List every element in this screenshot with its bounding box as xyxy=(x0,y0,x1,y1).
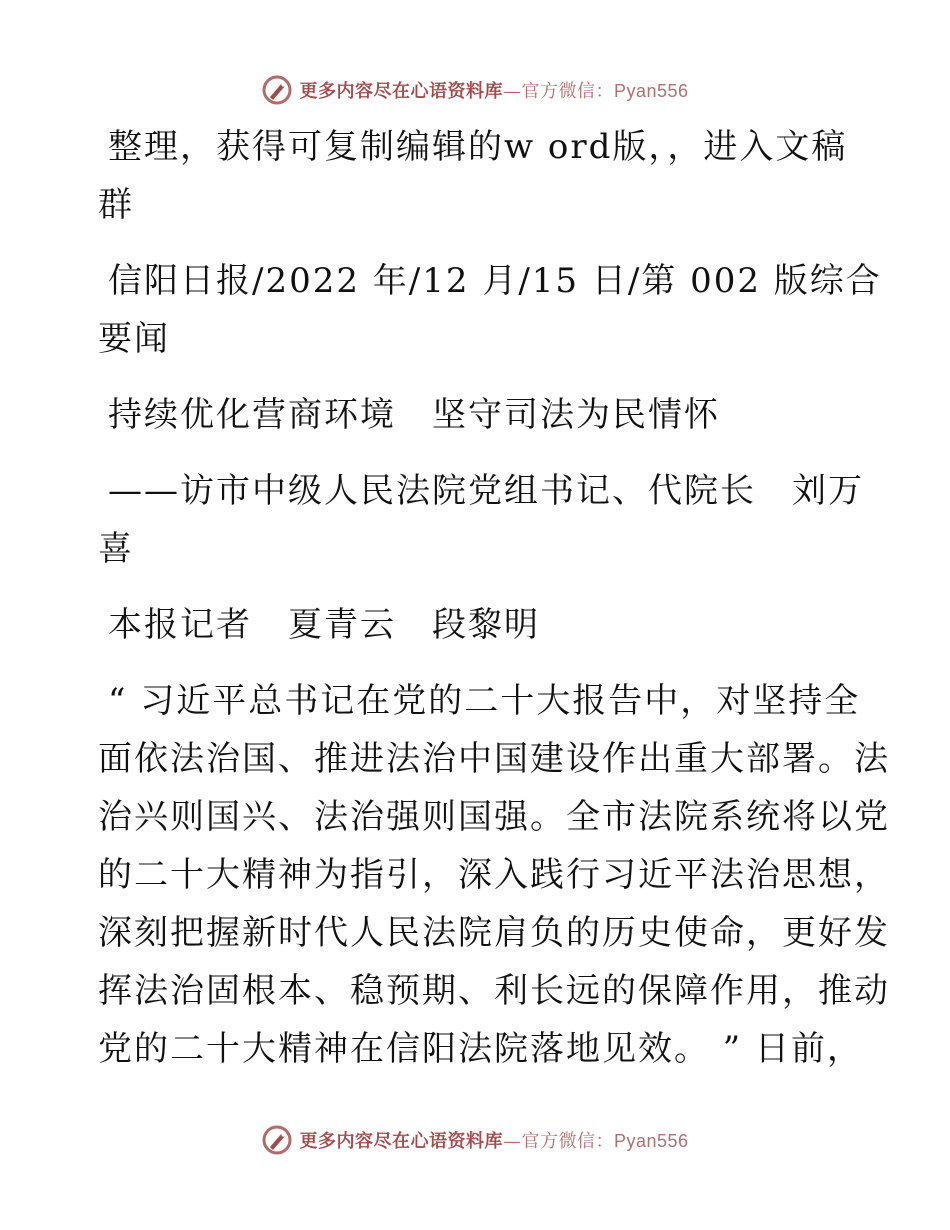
watermark-banner-top xyxy=(0,70,950,110)
pen-seal-icon xyxy=(261,74,293,106)
intro-block xyxy=(98,118,858,234)
watermark-wechat-id: Pyan556 xyxy=(613,1131,689,1151)
watermark-wechat-id: Pyan556 xyxy=(613,81,689,101)
paragraph-line: 挥法治固根本、稳预期、利长远的保障作用，推动 xyxy=(98,971,890,1011)
paragraph-line: 深刻把握新时代人民法院肩负的历史使命，更好发 xyxy=(98,913,890,953)
paragraph-line: 的二十大精神为指引，深入践行习近平法治思想， xyxy=(98,855,890,895)
paragraph-line: 治兴则国兴、法治强则国强。全市法院系统将以党 xyxy=(98,797,890,837)
subheadline-block xyxy=(98,462,864,578)
watermark-separator: — xyxy=(502,81,522,102)
pen-seal-icon xyxy=(261,1124,293,1156)
watermark-brand: 更多内容尽在心语资料库 xyxy=(299,1131,503,1152)
intro-line-1: 整理，获得可复制编辑的w ord版，，进入文稿 xyxy=(108,127,848,167)
paragraph-line: 党的二十大精神在信阳法院落地见效。 ” 日前， xyxy=(98,1029,863,1069)
source-block xyxy=(98,252,882,368)
paragraph-line: 面依法治国、推进法治中国建设作出重大部署。法 xyxy=(98,739,890,779)
source-line-1: 信阳日报/2022 年/12 月/15 日/第 002 版综合 xyxy=(108,261,882,301)
watermark-text xyxy=(299,77,688,103)
subheadline-line-1: ——访市中级人民法院党组书记、代院长 刘万 xyxy=(108,471,864,511)
body-paragraph xyxy=(98,672,890,1078)
article-content xyxy=(98,118,890,1096)
byline: 本报记者 夏青云 段黎明 xyxy=(108,605,540,645)
watermark-official: 官方微信： xyxy=(521,81,614,102)
watermark-official: 官方微信： xyxy=(521,1131,614,1152)
subheadline-line-2: 喜 xyxy=(98,529,134,569)
watermark-banner-bottom xyxy=(0,1120,950,1160)
watermark-separator: — xyxy=(502,1131,522,1152)
source-line-2: 要闻 xyxy=(98,319,170,359)
paragraph-line: “ 习近平总书记在党的二十大报告中，对坚持全 xyxy=(108,681,861,721)
intro-line-2: 群 xyxy=(98,185,134,225)
headline-block xyxy=(98,386,858,444)
watermark-text xyxy=(299,1127,688,1153)
watermark-brand: 更多内容尽在心语资料库 xyxy=(299,81,503,102)
byline-block xyxy=(98,596,858,654)
headline: 持续优化营商环境 坚守司法为民情怀 xyxy=(108,395,720,435)
